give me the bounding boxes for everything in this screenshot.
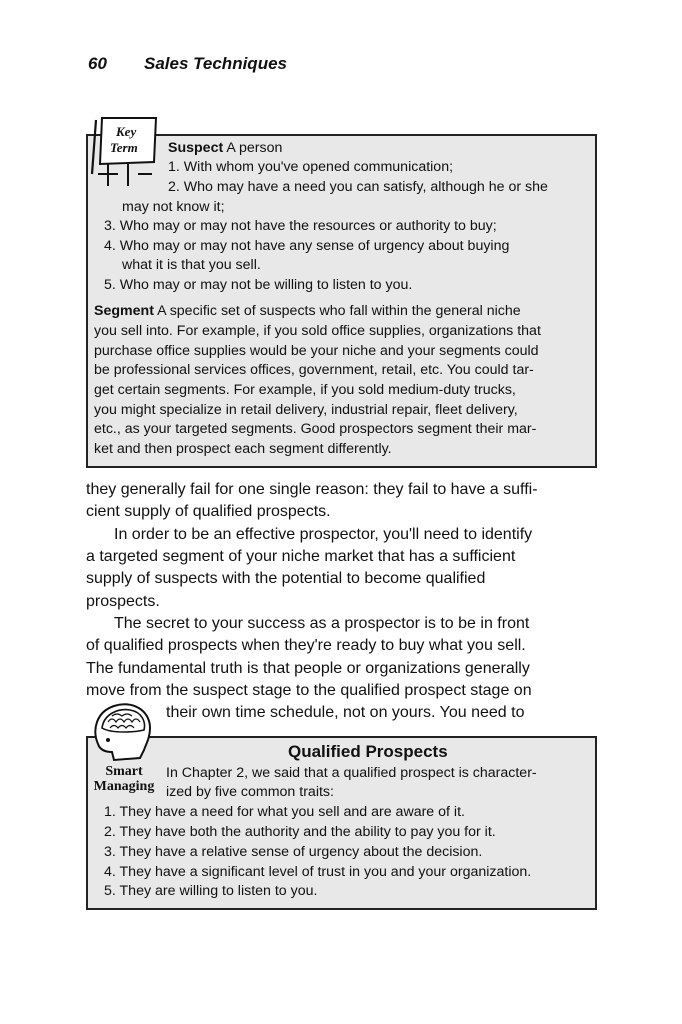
page-number: 60 <box>88 54 107 73</box>
body-line: The secret to your success as a prospector is to be in front <box>114 615 530 632</box>
body-line: they generally fail for one single reason: they fail to have a suffi- <box>86 481 538 498</box>
segment-line: get certain segments. For example, if you sold medium-duty trucks, <box>94 382 516 398</box>
suspect-item: 3. Who may or may not have the resources or authority to buy; <box>104 218 497 234</box>
key-term-icon <box>88 114 164 195</box>
smart-intro-line: ized by five common traits: <box>166 784 334 800</box>
trait-item: 4. They have a significant level of trust in you and your organization. <box>104 864 532 880</box>
suspect-item: 4. Who may or may not have any sense of urgency about buying <box>104 238 510 254</box>
body-line: The fundamental truth is that people or organizations generally <box>86 660 530 677</box>
suspect-term: Suspect <box>168 140 224 156</box>
page-header <box>88 54 287 74</box>
segment-term: Segment <box>94 303 154 319</box>
segment-definition-lead: Segment A specific set of suspects who fall within the general niche <box>94 303 521 319</box>
running-title: Sales Techniques <box>144 54 287 73</box>
trait-item: 2. They have both the authority and the ability to pay you for it. <box>104 824 496 840</box>
body-line: prospects. <box>86 593 160 610</box>
trait-item: 5. They are willing to listen to you. <box>104 883 318 899</box>
body-line: their own time schedule, not on yours. You need to <box>166 704 525 721</box>
body-line: of qualified prospects when they're ready to buy what you sell. <box>86 637 526 654</box>
segment-line: be professional services offices, government, retail, etc. You could tar- <box>94 362 534 378</box>
smart-label: Smart <box>105 764 143 779</box>
smart-managing-label <box>84 764 164 794</box>
body-line: In order to be an effective prospector, you'll need to identify <box>114 526 533 543</box>
suspect-item: 5. Who may or may not be willing to listen to you. <box>104 277 413 293</box>
segment-line: ket and then prospect each segment differently. <box>94 441 392 457</box>
brain-head-icon <box>88 700 158 769</box>
suspect-item: 2. Who may have a need you can satisfy, although he or she <box>168 179 548 195</box>
segment-line: etc., as your targeted segments. Good prospectors segment their mar- <box>94 421 537 437</box>
suspect-item: may not know it; <box>122 199 225 215</box>
key-term-icon-text-2: Term <box>110 140 138 155</box>
smart-intro-line: In Chapter 2, we said that a qualified prospect is character- <box>166 765 537 781</box>
suspect-item: what it is that you sell. <box>122 257 261 273</box>
body-line: cient supply of qualified prospects. <box>86 503 331 520</box>
body-line: a targeted segment of your niche market that has a sufficient <box>86 548 516 565</box>
suspect-definition-lead: Suspect A person <box>168 140 283 156</box>
qualified-prospects-title: Qualified Prospects <box>288 742 448 761</box>
managing-label: Managing <box>93 779 155 794</box>
body-line: supply of suspects with the potential to become qualified <box>86 570 486 587</box>
suspect-item: 1. With whom you've opened communication; <box>168 159 454 175</box>
key-term-icon-text-1: Key <box>116 124 137 139</box>
trait-item: 3. They have a relative sense of urgency about the decision. <box>104 844 483 860</box>
segment-line: you sell into. For example, if you sold office supplies, organizations that <box>94 323 541 339</box>
body-line: move from the suspect stage to the qualified prospect stage on <box>86 682 532 699</box>
trait-item: 1. They have a need for what you sell and are aware of it. <box>104 804 465 820</box>
segment-line: you might specialize in retail delivery, industrial repair, fleet delivery, <box>94 402 518 418</box>
segment-line: purchase office supplies would be your niche and your segments could <box>94 343 539 359</box>
